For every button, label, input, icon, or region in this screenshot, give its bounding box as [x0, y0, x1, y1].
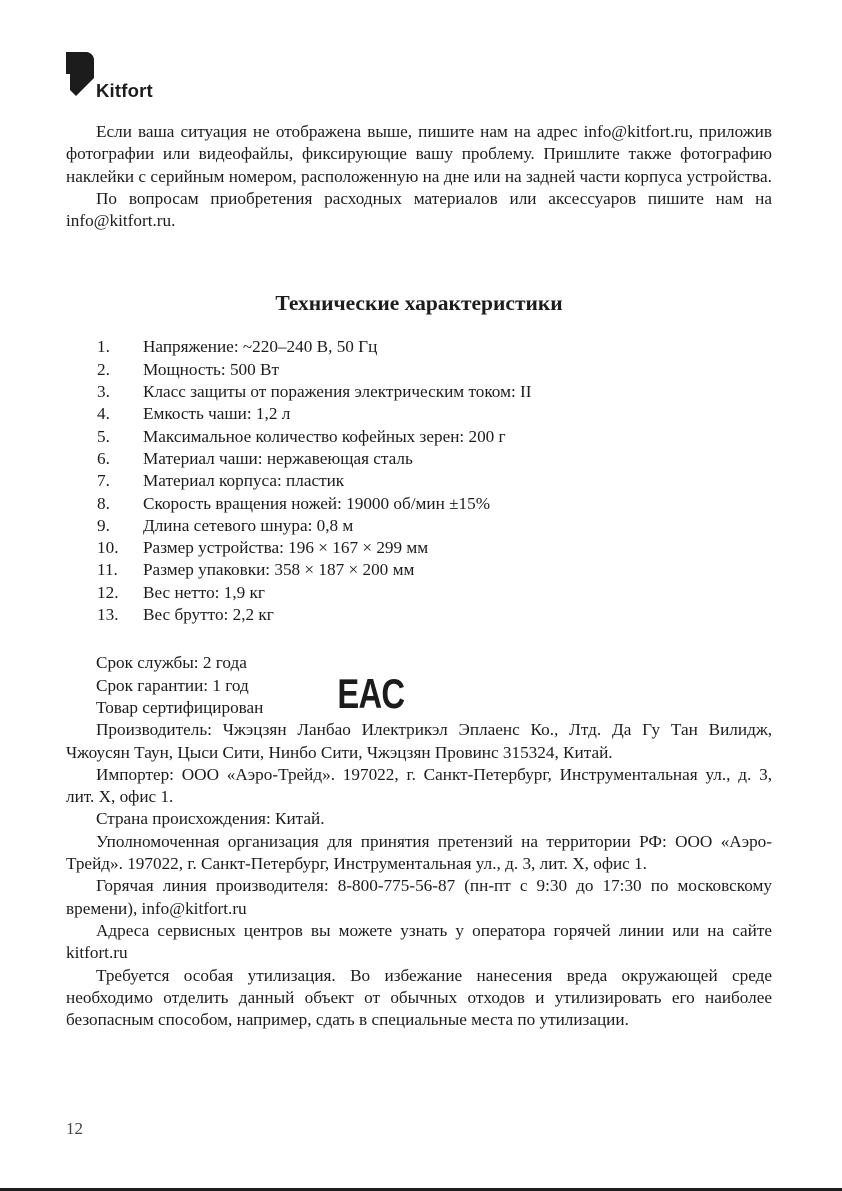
specs-list: [66, 336, 772, 626]
spec-text: Вес нетто: 1,9 кг: [143, 582, 265, 602]
importer: Импортер: ООО «Аэро-Трейд». 197022, г. Санкт-Петербург, Инструментальная ул., д. 3, лит. Х, офис 1.: [66, 764, 772, 807]
spec-text: Мощность: 500 Вт: [143, 359, 280, 379]
intro-paragraph-1: Если ваша ситуация не отображена выше, пишите нам на адрес info@kitfort.ru, приложив фотографии или видеофайлы, фиксирующие вашу проблему. Пришлите также фотографию наклейки с серийным номером, расположенную на дне или на задней части корпуса устройства.: [66, 122, 772, 186]
authorized-organization: Уполномоченная организация для принятия претензий на территории РФ: ООО «Аэро-Трейд». 197022, г. Санкт-Петербург, Инструментальная ул., д. 3, лит. Х, офис 1.: [66, 831, 772, 874]
service-life: Срок службы: 2 года: [96, 653, 247, 673]
spec-number: 9.: [97, 515, 110, 535]
certified-text: Товар сертифицирован: [96, 697, 264, 717]
spec-item: [66, 403, 772, 425]
spec-number: 8.: [97, 493, 110, 513]
spec-number: 7.: [97, 471, 110, 491]
spec-number: 12.: [97, 582, 119, 602]
spec-item: [66, 381, 772, 403]
spec-item: [66, 537, 772, 559]
spec-number: 2.: [97, 359, 110, 379]
spec-item: [66, 559, 772, 581]
spec-item: [66, 359, 772, 381]
intro-paragraph-2: По вопросам приобретения расходных материалов или аксессуаров пишите нам на info@kitfort.ru.: [66, 188, 772, 231]
spec-text: Вес брутто: 2,2 кг: [143, 605, 274, 625]
spec-number: 13.: [97, 605, 119, 625]
spec-text: Максимальное количество кофейных зерен: 200 г: [143, 426, 506, 446]
spec-item: [66, 582, 772, 604]
spec-item: [66, 448, 772, 470]
spec-text: Материал чаши: нержавеющая сталь: [143, 448, 413, 468]
spec-number: 5.: [97, 426, 110, 446]
spec-item: [66, 493, 772, 515]
spec-text: Напряжение: ~220–240 В, 50 Гц: [143, 337, 378, 357]
specs-title: Технические характеристики: [275, 291, 563, 316]
page-number: 12: [66, 1119, 83, 1138]
spec-item: [66, 470, 772, 492]
spec-number: 10.: [97, 538, 119, 558]
spec-number: 6.: [97, 448, 110, 468]
spec-item: [66, 426, 772, 448]
origin: Страна происхождения: Китай.: [96, 809, 325, 829]
spec-number: 11.: [97, 560, 118, 580]
spec-text: Класс защиты от поражения электрическим током: II: [143, 382, 532, 402]
spec-number: 4.: [97, 404, 110, 424]
disposal: Требуется особая утилизация. Во избежание нанесения вреда окружающей среде необходимо отделить данный объект от обычных отходов и утилизировать его наиболее безопасным способом, например, сдать в специальные места по утилизации.: [66, 965, 772, 1030]
spec-text: Материал корпуса: пластик: [143, 471, 345, 491]
spec-text: Размер устройства: 196 × 167 × 299 мм: [143, 538, 429, 558]
spec-item: [66, 604, 772, 626]
logo-text: Kitfort: [96, 80, 153, 101]
kitfort-logo-icon: [66, 52, 94, 96]
spec-text: Скорость вращения ножей: 19000 об/мин ±15%: [143, 493, 491, 513]
page-content: [66, 121, 772, 1031]
warranty: Срок гарантии: 1 год: [96, 675, 249, 695]
spec-item: [66, 515, 772, 537]
spec-text: Длина сетевого шнура: 0,8 м: [143, 515, 354, 535]
spec-number: 3.: [97, 382, 110, 402]
service-centers: Адреса сервисных центров вы можете узнать у оператора горячей линии или на сайте kitfort.ru: [66, 920, 772, 963]
spec-text: Емкость чаши: 1,2 л: [143, 404, 291, 424]
eac-mark-icon: EAC: [337, 669, 405, 717]
spec-item: [66, 336, 772, 358]
hotline: Горячая линия производителя: 8-800-775-56-87 (пн-пт с 9:30 до 17:30 по московскому времени), info@kitfort.ru: [66, 876, 772, 918]
spec-text: Размер упаковки: 358 × 187 × 200 мм: [143, 560, 415, 580]
manufacturer: Производитель: Чжэцзян Ланбао Илектрикэл Эплаенс Ко., Лтд. Да Гу Тан Вилидж, Чжоусян Таун, Цыси Сити, Нинбо Сити, Чжэцзян Провинс 315324, Китай.: [66, 720, 772, 762]
spec-number: 1.: [97, 337, 110, 357]
